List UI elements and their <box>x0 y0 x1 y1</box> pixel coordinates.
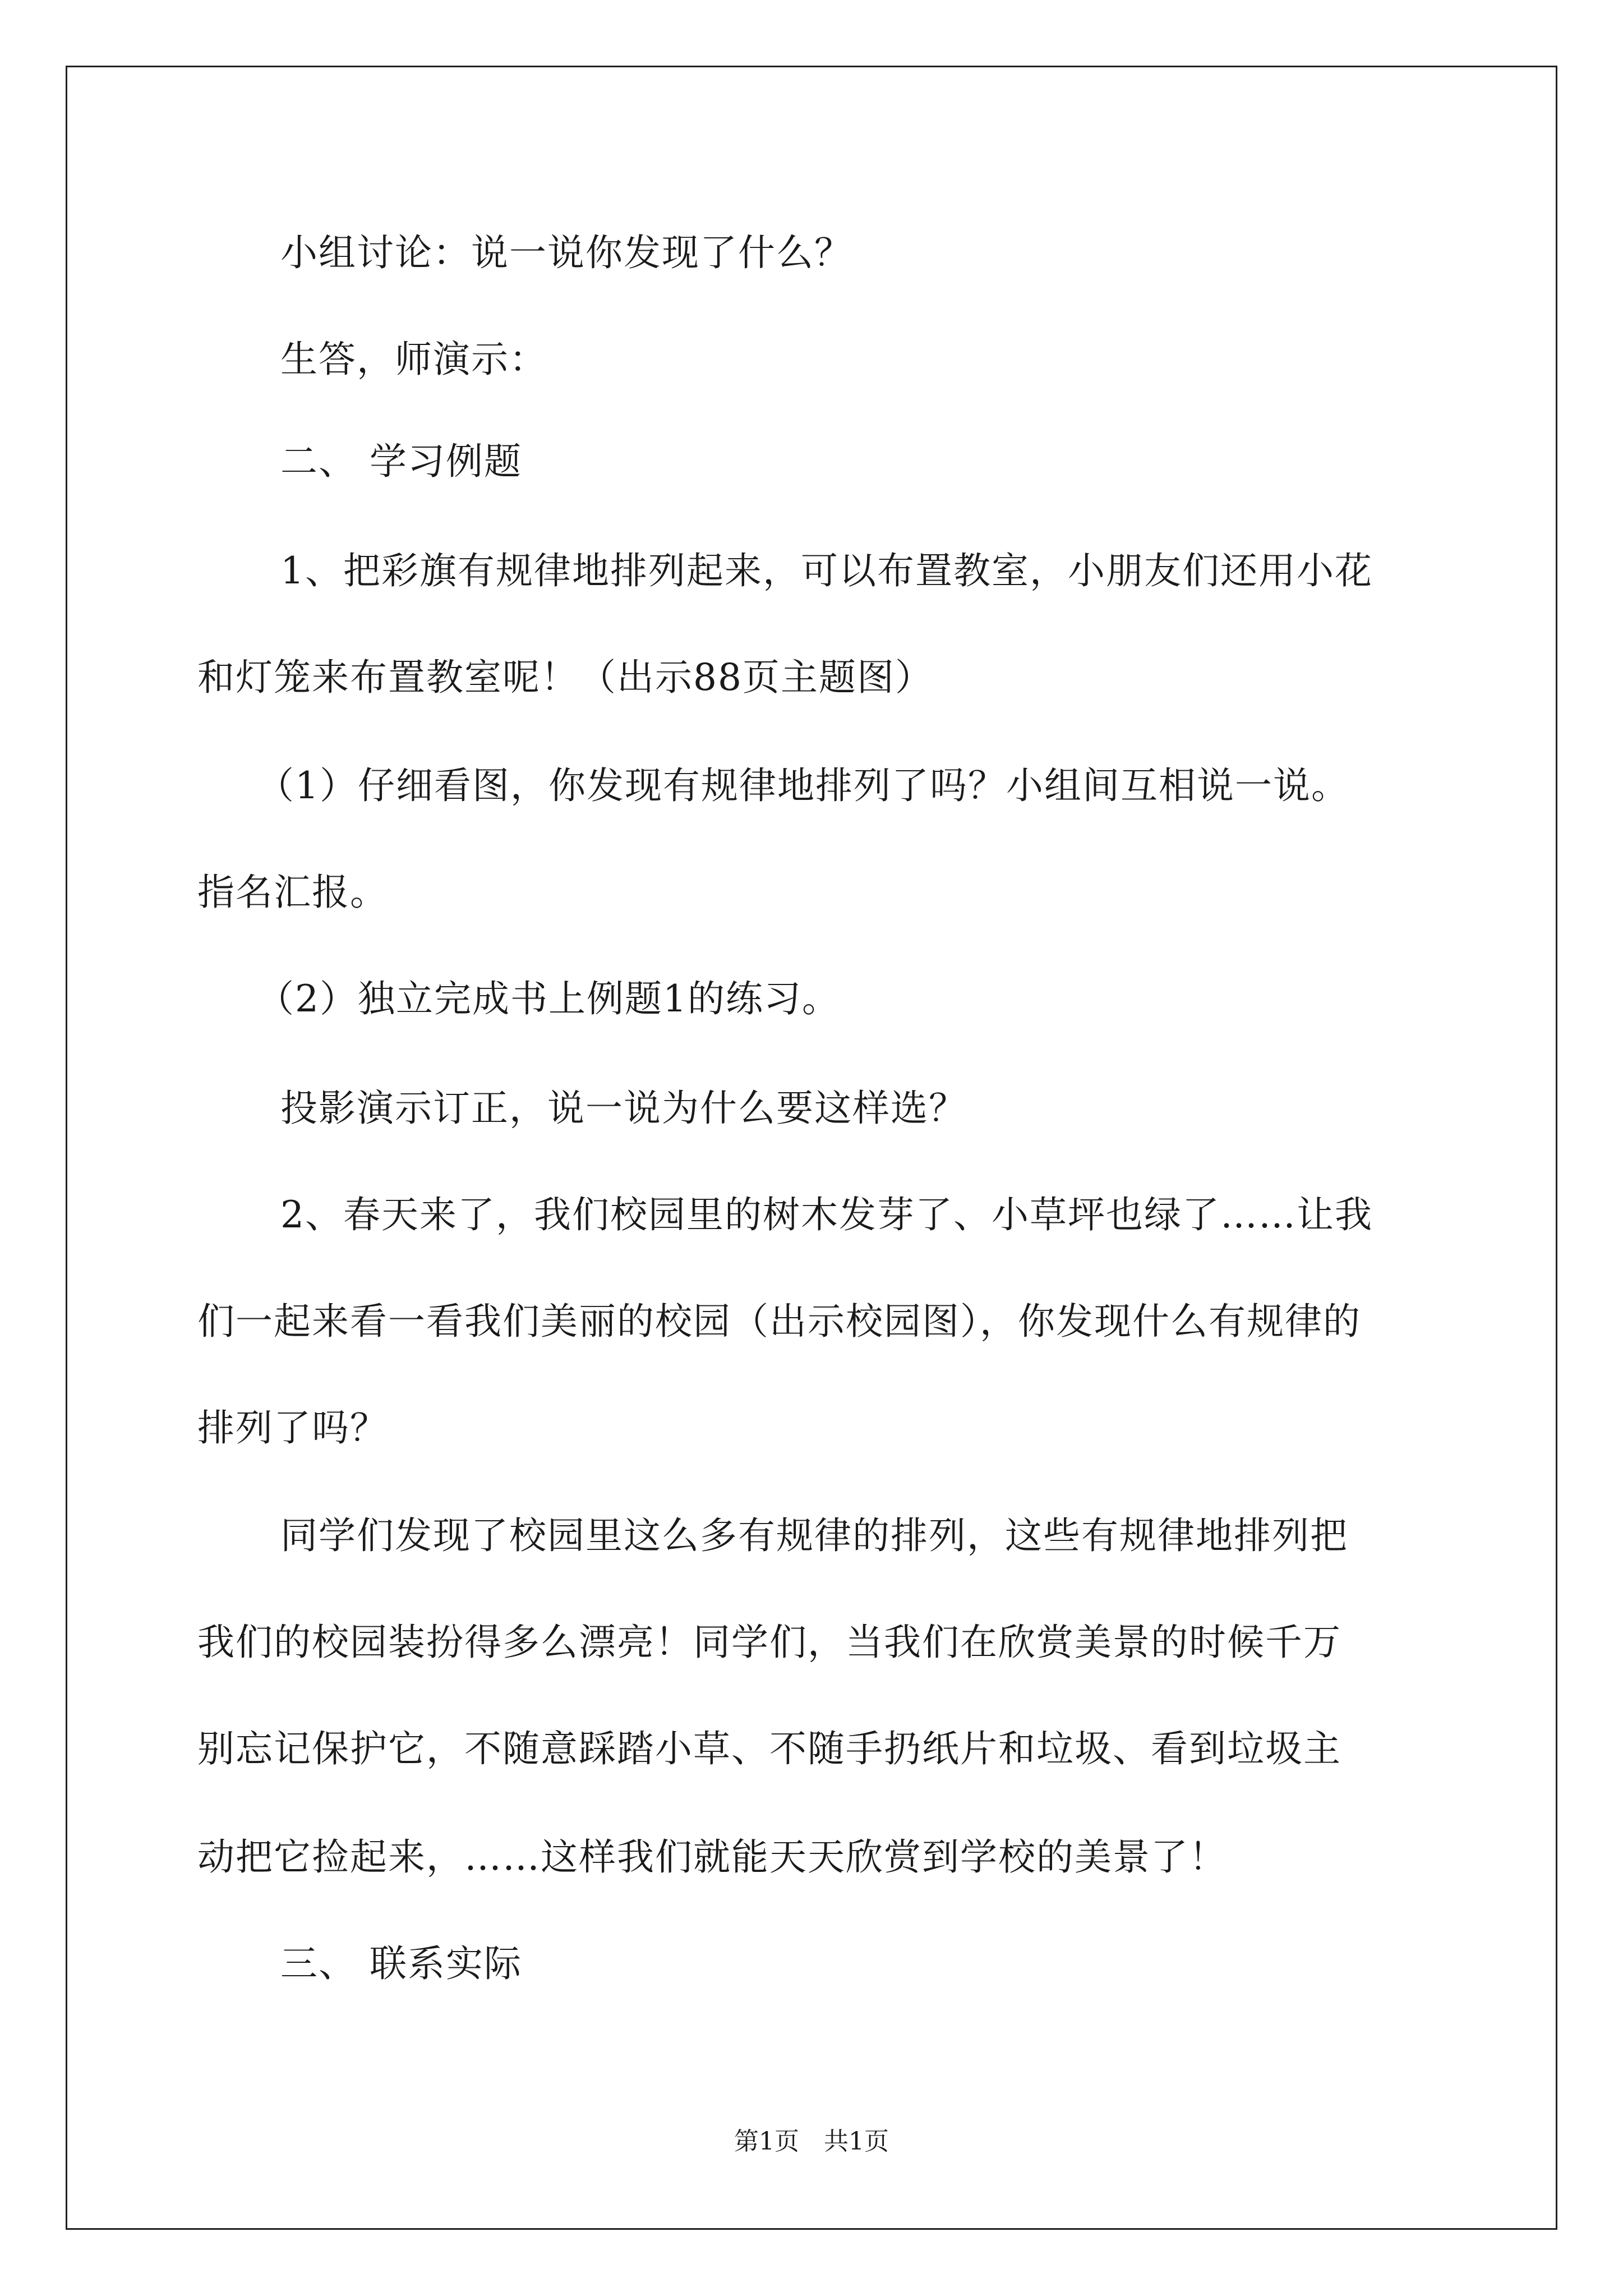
text-line: （2）独立完成书上例题1的练习。 <box>257 977 840 1020</box>
page-footer: 第1页 共1页 <box>734 2127 889 2156</box>
section-heading: 三、 联系实际 <box>280 1942 522 1985</box>
text-line: 和灯笼来布置教室呢！（出示88页主题图） <box>197 656 933 699</box>
text-line: 1、把彩旗有规律地排列起来，可以布置教室，小朋友们还用小花 <box>280 549 1373 592</box>
text-line: 排列了吗？ <box>197 1406 388 1450</box>
text-line: 同学们发现了校园里这么多有规律的排列，这些有规律地排列把 <box>280 1514 1348 1557</box>
text-line: 们一起来看一看我们美丽的校园（出示校园图），你发现什么有规律的 <box>197 1300 1361 1343</box>
text-line: 动把它捡起来，……这样我们就能天天欣赏到学校的美景了！ <box>197 1835 1227 1879</box>
text-line: 指名汇报。 <box>197 871 388 914</box>
page-border <box>66 66 1557 2230</box>
text-line: （1）仔细看图，你发现有规律地排列了吗？小组间互相说一说。 <box>257 764 1349 807</box>
text-line: 生答，师演示： <box>280 338 547 381</box>
section-heading: 二、 学习例题 <box>280 440 522 483</box>
text-line: 投影演示订正，说一说为什么要这样选？ <box>280 1087 967 1130</box>
text-line: 别忘记保护它，不随意踩踏小草、不随手扔纸片和垃圾、看到垃圾主 <box>197 1727 1341 1770</box>
text-line: 我们的校园装扮得多么漂亮！同学们，当我们在欣赏美景的时候千万 <box>197 1621 1341 1664</box>
text-line: 小组讨论：说一说你发现了什么？ <box>280 231 852 274</box>
text-line: 2、春天来了，我们校园里的树木发芽了、小草坪也绿了……让我 <box>280 1193 1373 1236</box>
